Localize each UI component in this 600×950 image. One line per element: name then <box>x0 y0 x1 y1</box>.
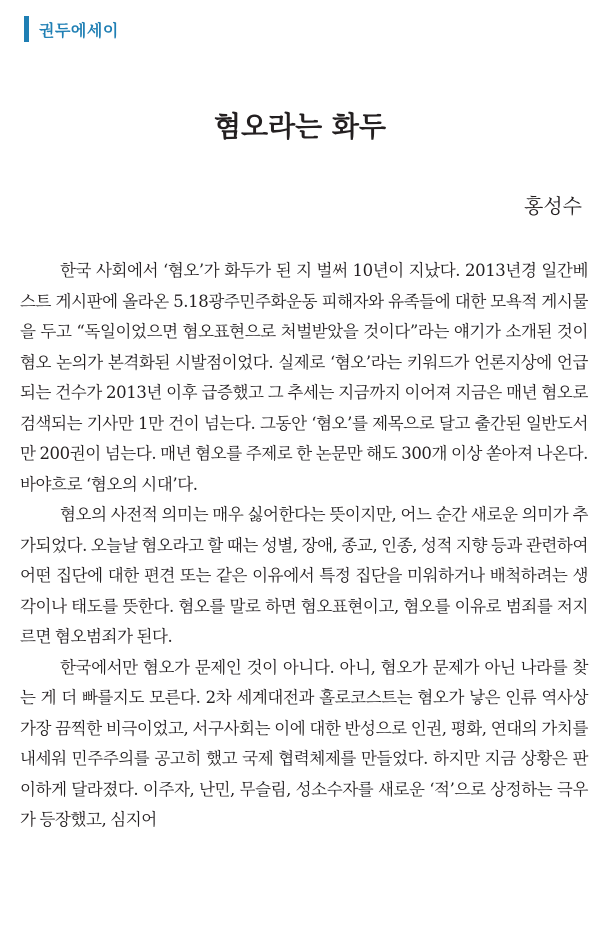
section-tag <box>24 16 119 42</box>
body-paragraph: 한국에서만 혐오가 문제인 것이 아니다. 아니, 혐오가 문제가 아닌 나라를 찾는 게 더 빠를지도 모른다. 2차 세계대전과 홀로코스트는 혐오가 낳은 인류 역사상 가장 끔찍한 비극이었고, 서구사회는 이에 대한 반성으로 인권, 평화, 연대의 가치를 내세워 민주주의를 공고히 했고 국제 협력체제를 만들었다. 하지만 지금 상황은 판이하게 달라졌다. 이주자, 난민, 무슬림, 성소수자를 새로운 ‘적’으로 상정하는 극우가 등장했고, 심지어 <box>20 657 588 829</box>
article-title: 혐오라는 화두 <box>213 109 387 143</box>
body-paragraph: 혐오의 사전적 의미는 매우 싫어한다는 뜻이지만, 어느 순간 새로운 의미가 추가되었다. 오늘날 혐오라고 할 때는 성별, 장애, 종교, 인종, 성적 지향 등과 관련하여 어떤 집단에 대한 편견 또는 같은 이유에서 특정 집단을 미워하거나 배척하려는 생각이나 태도를 뜻한다. 혐오를 말로 하면 혐오표현이고, 혐오를 이유로 범죄를 저지르면 혐오범죄가 된다. <box>20 505 588 646</box>
article-body <box>20 256 588 836</box>
article-author: 홍성수 <box>524 194 582 218</box>
body-paragraph: 한국 사회에서 ‘혐오’가 화두가 된 지 벌써 10년이 지났다. 2013년경 일간베스트 게시판에 올라온 5.18광주민주화운동 피해자와 유족들에 대한 모욕적 게시물을 두고 “독일이었으면 혐오표현으로 처벌받았을 것이다”라는 얘기가 소개된 것이 혐오 논의가 본격화된 시발점이었다. 실제로 ‘혐오’라는 키워드가 언론지상에 언급되는 건수가 2013년 이후 급증했고 그 추세는 지금까지 이어져 지금은 매년 혐오로 검색되는 기사만 1만 건이 넘는다. 그동안 ‘혐오’를 제목으로 달고 출간된 일반도서만 200권이 넘는다. 매년 혐오를 주제로 한 논문만 해도 300개 이상 쏟아져 나온다. 바야흐로 ‘혐오의 시대’다. <box>20 261 588 494</box>
section-accent-bar <box>24 16 29 42</box>
section-label: 권두에세이 <box>39 20 119 40</box>
